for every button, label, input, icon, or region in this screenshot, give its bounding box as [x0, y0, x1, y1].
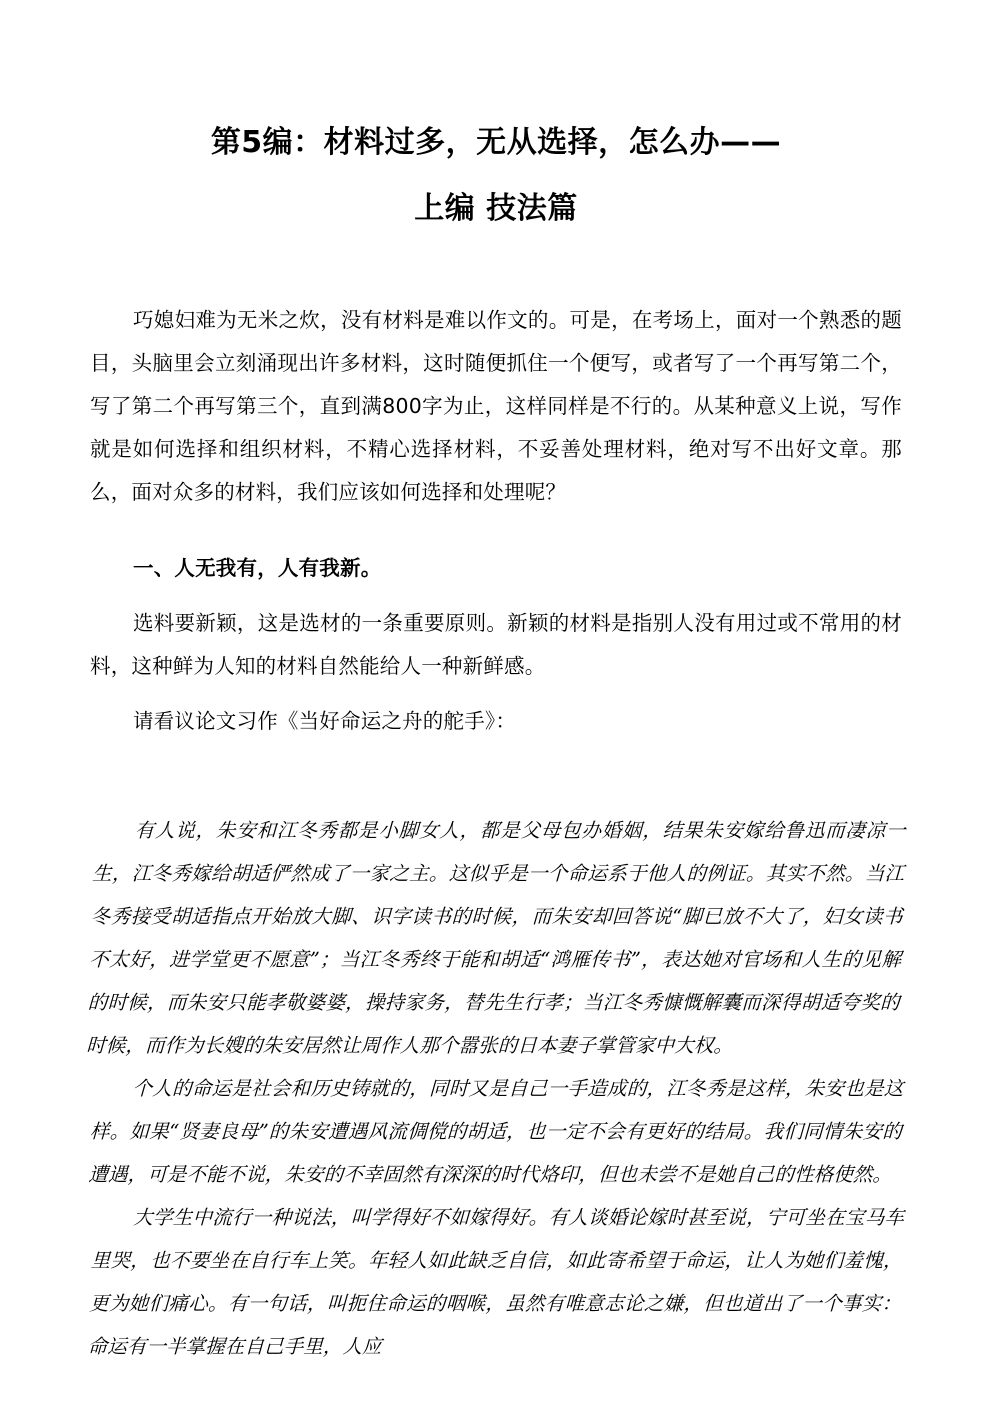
- intro-paragraph: 巧媳妇难为无米之炊，没有材料是难以作文的。可是，在考场上，面对一个熟悉的题目，头脑里会立刻涌现出许多材料，这时随便抓住一个便写，或者写了一个再写第二个，写了第二个再写第三个，直到满800字为止，这样同样是不行的。从某种意义上说，写作就是如何选择和组织材料，不精心选择材料，不妥善处理材料，绝对写不出好文章。那么，面对众多的材料，我们应该如何选择和处理呢？: [90, 308, 902, 504]
- section-heading-1: 一、人无我有，人有我新。: [133, 556, 382, 580]
- page-title-line-1: 第5编：材料过多，无从选择，怎么办——: [210, 125, 782, 160]
- page-title-line-2: 上编 技法篇: [414, 191, 578, 226]
- page-title: [90, 0, 902, 242]
- document-content: [85, 0, 907, 1368]
- paragraph-2: 选料要新颖，这是选材的一条重要原则。新颖的材料是指别人没有用过或不常用的材料，这种鲜为人知的材料自然能给人一种新鲜感。: [90, 611, 902, 678]
- quote-paragraph-3: 大学生中流行一种说法，叫学得好不如嫁得好。有人谈婚论嫁时甚至说，宁可坐在宝马车里哭，也不要坐在自行车上笑。年轻人如此缺乏自信，如此寄希望于命运，让人为她们羞愧，更为她们痛心。有一句话，叫扼住命运的咽喉，虽然有唯意志论之嫌，但也道出了一个事实：命运有一半掌握在自己手里，人应: [87, 1206, 905, 1358]
- quoted-essay-block: [85, 809, 907, 1368]
- quote-paragraph-1: 有人说，朱安和江冬秀都是小脚女人，都是父母包办婚姻，结果朱安嫁给鲁迅而凄凉一生，江冬秀嫁给胡适俨然成了一家之主。这似乎是一个命运系于他人的例证。其实不然。当江冬秀接受胡适指点开始放大脚、识字读书的时候，而朱安却回答说“脚已放不大了，妇女读书不太好，进学堂更不愿意”；当江冬秀终于能和胡适“鸿雁传书”，表达她对官场和人生的见解的时候，而朱安只能孝敬婆婆，操持家务，替先生行孝；当江冬秀慷慨解囊而深得胡适夸奖的时候，而作为长嫂的朱安居然让周作人那个嚣张的日本妻子掌管家中大权。: [85, 819, 907, 1057]
- quote-paragraph-2: 个人的命运是社会和历史铸就的，同时又是自己一手造成的，江冬秀是这样，朱安也是这样。如果“贤妻良母”的朱安遭遇风流倜傥的胡适，也一定不会有更好的结局。我们同情朱安的遭遇，可是不能不说，朱安的不幸固然有深深的时代烙印，但也未尝不是她自己的性格使然。: [88, 1077, 904, 1186]
- paragraph-3: 请看议论文习作《当好命运之舟的舵手》：: [133, 709, 517, 733]
